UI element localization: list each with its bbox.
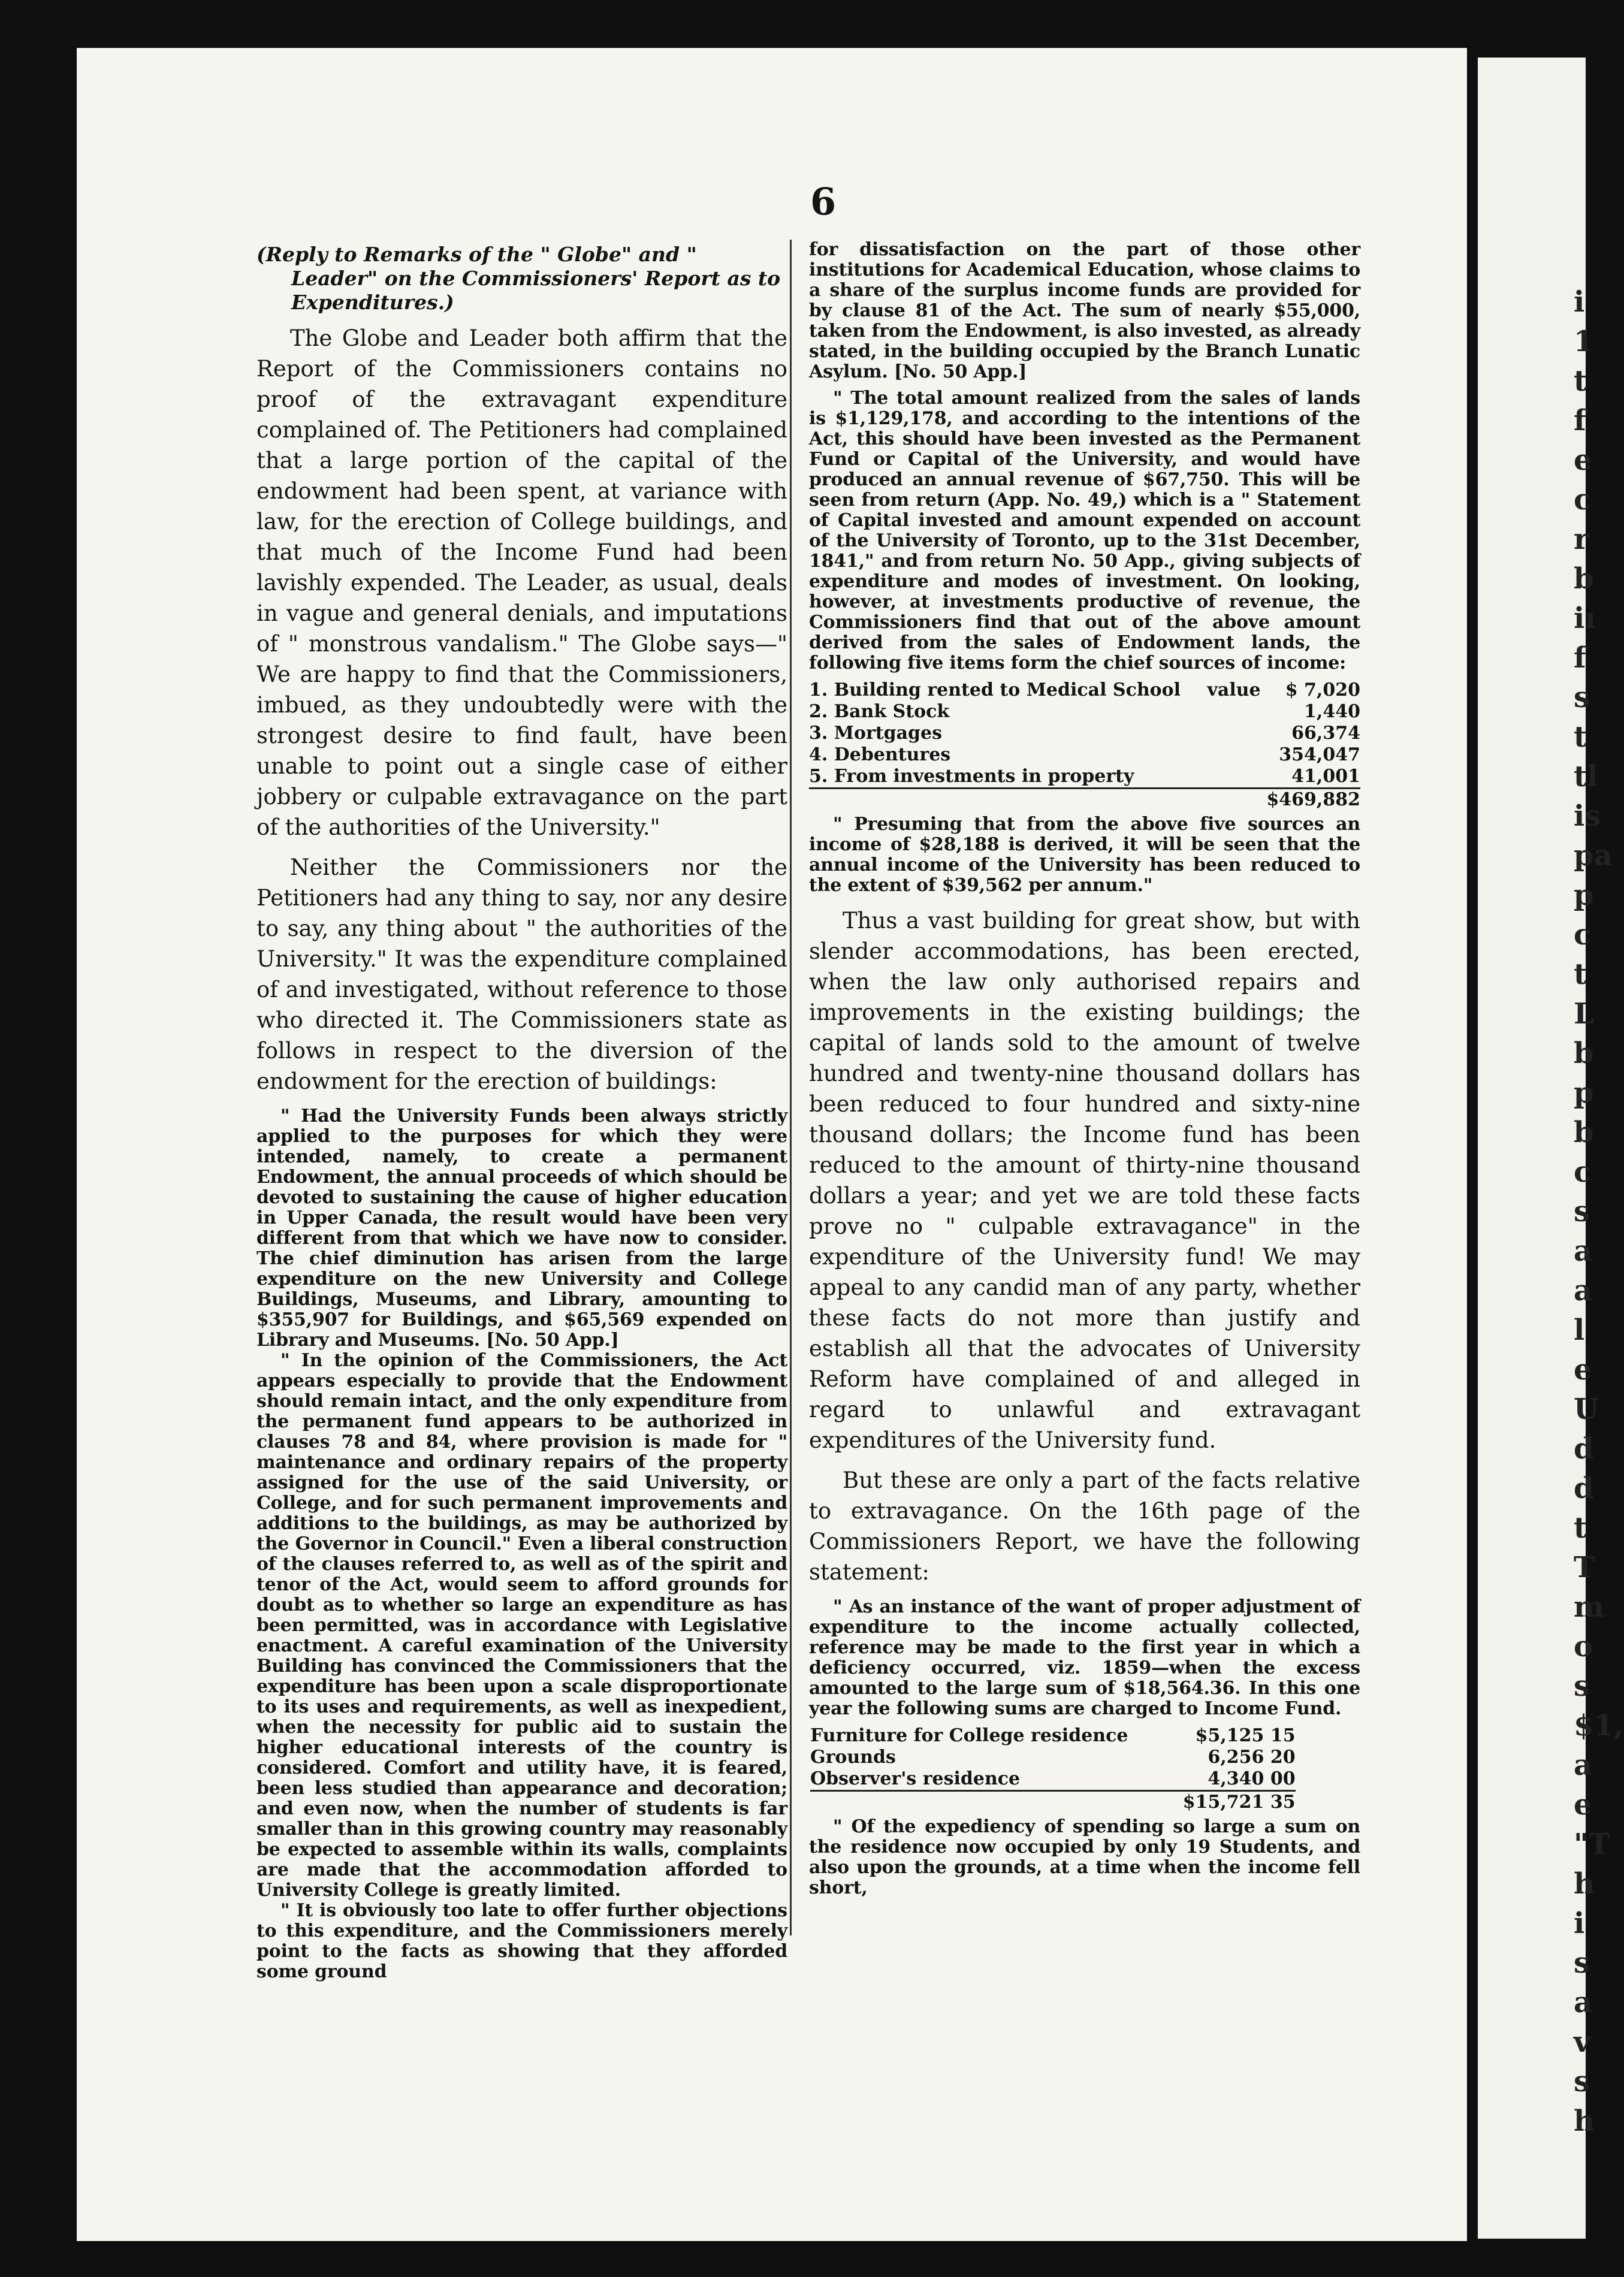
adjacent-page-fragment: s [1574,681,1590,714]
adjacent-page-fragment: a [1574,1986,1593,2019]
adjacent-page-fragment: f [1574,641,1586,675]
paragraph: But these are only a part of the facts relative to extravagance. On the 16th page of the Commissioners Report, we have the following statement: [809,1467,1360,1585]
adjacent-page-fragment: c [1574,483,1592,517]
adjacent-page-fragment: h [1574,2104,1595,2138]
expense-table [810,1725,1296,1813]
quoted-paragraph: " As an instance of the want of proper adjustment of expenditure to the income actually collected, reference may be made to the first year in which a deficiency occurred, viz. 1859—when the excess amounted to the large sum of $18,564.36. In this one year the following sums are charged to Income Fund. [809,1596,1360,1719]
adjacent-page-fragment: t [1574,958,1587,991]
adjacent-page-fragment: t [1574,720,1587,754]
quoted-paragraph: " It is obviously too late to offer further objections to this expenditure, and the Commissioners merely point to the facts as showing that they afforded some ground [256,1900,787,1982]
adjacent-page-fragment: a [1574,1748,1593,1782]
adjacent-page-fragment: i [1574,1907,1585,1940]
quoted-paragraph: " The total amount realized from the sales of lands is $1,129,178, and according to the intentions of the Act, this should have been invested as the Permanent Fund or Capital of the University, and would have produced an annual revenue of $67,750. This will be seen from return (App. No. 49,) which is a " Statement of Capital invested and amount expended on account of the University of Toronto, up to the 31st December, 1841," and from return No. 50 App., giving subjects of expenditure and modes of investment. On looking, however, at investments productive of revenue, the Commissioners find that out of the above amount derived from the sales of Endowment lands, the following five items form the chief sources of income: [809,388,1360,674]
adjacent-page-fragment: m [1574,1590,1604,1624]
table-cell-amount: 1,440 [1304,701,1360,722]
adjacent-page-fragment: a [1574,1274,1593,1307]
adjacent-page-fragment: d [1574,1472,1594,1505]
quoted-paragraph: " Had the University Funds been always strictly applied to the purposes for which they were intended, namely, to create a permanent Endowment, the annual proceeds of which should be devoted to sustaining the cause of higher education in Upper Canada, the result would have been very different from that which we have now to consider. The chief diminution has arisen from the large expenditure on the new University and College Buildings, Museums, and Library, amounting to $355,907 for Buildings, and $65,569 expended on Library and Museums. [No. 50 App.] [256,1106,787,1351]
table-cell-note [1204,701,1261,723]
table-total: $469,882 [1261,789,1360,811]
adjacent-page-fragment: b [1574,562,1594,596]
table-row [810,1747,1296,1768]
adjacent-page-fragment: s [1574,1946,1590,1980]
adjacent-page-fragment: l [1574,1313,1585,1347]
table-row [809,680,1360,701]
column-divider [790,240,792,1935]
table-row [809,723,1360,744]
page-number: 6 [810,180,837,224]
quoted-paragraph: " In the opinion of the Commissioners, the Act appears especially to provide that the Endowment should remain intact, and the only expenditure from the permanent fund appears to be authorized in clauses 78 and 84, where provision is made for " maintenance and ordinary repairs of the property assigned for the use of the said University, or College, and for such permanent improvements and additions to the buildings, as may be authorized by the Governor in Council." Even a liberal construction of the clauses referred to, as well as of the spirit and tenor of the Act, would seem to afford grounds for doubt as to whether so large an expenditure as has been permitted, was in accordance with Legislative enactment. A careful examination of the University Building has convinced the Commissioners that the expenditure has been upon a scale disproportionate to its uses and requirements, as well as inexpedient, when the necessity for public aid to sustain the higher educational interests of the country is considered. Comfort and utility have, it is feared, been less studied than appearance and decoration; and even now, when the number of students is far smaller than in this growing country may reasonably be expected to assemble within its walls, complaints are made that the accommodation afforded to University College is greatly limited. [256,1350,787,1901]
adjacent-page-fragment: c [1574,1155,1592,1189]
adjacent-page-fragment: "T [1574,1828,1610,1861]
adjacent-page-fragment: e [1574,1788,1592,1822]
adjacent-page-fragment: e [1574,1353,1592,1387]
table-cell-label: 2. Bank Stock [809,701,950,722]
table-cell-amount: $ 7,020 [1285,680,1360,700]
table-cell-amount: 6,256 20 [1208,1747,1296,1768]
table-row [810,1725,1296,1747]
adjacent-page-fragment: i [1574,285,1585,319]
table-total: $15,721 35 [1169,1791,1296,1814]
adjacent-page-fragment: t [1574,364,1587,398]
quoted-paragraph: " Of the expediency of spending so large a sum on the residence now occupied by only 19 Students, and also upon the grounds, at a time when the income fell short, [809,1816,1360,1898]
adjacent-page-fragment: b [1574,1116,1594,1149]
table-cell-amount: 4,340 00 [1208,1768,1296,1789]
table-cell-note [1204,723,1261,744]
adjacent-page-fragment: p [1574,878,1594,912]
right-column [809,240,1360,1898]
adjacent-page-fragment: b [1574,1037,1594,1070]
table-cell-note [1204,766,1261,789]
table-cell-label: 3. Mortgages [809,723,943,744]
paragraph: Neither the Commissioners nor the Petitioners had any thing to say, nor any desire to say, any thing about " the authorities of the University." It was the expenditure complained of and investigated, without reference to those who directed it. The Commissioners state as follows in respect to the diversion of the endowment for the erection of buildings: [256,854,787,1094]
adjacent-page-fragment: is [1574,799,1601,833]
table-cell-amount: $5,125 15 [1195,1725,1296,1746]
left-column [256,243,787,1982]
adjacent-page-fragment: e [1574,443,1592,477]
adjacent-page-fragment: s [1574,1195,1590,1228]
table-row [810,1768,1296,1791]
adjacent-page-fragment: f [1574,404,1586,437]
adjacent-page-fragment: v [1574,2025,1590,2059]
adjacent-page-edge [1478,58,1624,2239]
income-sources-table [809,680,1360,811]
paragraph: The Globe and Leader both affirm that the Report of the Commissioners contains no proof of the extravagant expenditure complained of. The Petitioners had complained that a large portion of the capital of the endowment had been spent, at variance with law, for the erection of College buildings, and that much of the Income Fund had been lavishly expended. The Leader, as usual, deals in vague and general denials, and imputations of " monstrous vandalism." The Globe says—" We are happy to find that the Commissioners, imbued, as they undoubtedly were with the strongest desire to find fault, have been unable to point out a single case of either jobbery or culpable extravagance on the part of the authorities of the University." [256,325,787,840]
adjacent-page-fragment: iı [1574,602,1596,635]
paragraph: Thus a vast building for great show, but with slender accommodations, has been erected, when the law only authorised repairs and improvements in the existing buildings; the capital of lands sold to the amount of twelve hundred and twenty-nine thousand dollars has been reduced to four hundred and sixty-nine thousand dollars; the Income fund has been reduced to the amount of thirty-nine thousand dollars a year; and yet we are told these facts prove no " culpable extravagance" in the expenditure of the University fund! We may appeal to any candid man of any party, whether these facts do not more than justify and establish all that the advocates of University Reform have complained of and alleged in regard to unlawful and extravagant expenditures of the University fund. [809,908,1360,1453]
adjacent-page-fragment: tl [1574,760,1598,793]
adjacent-page-fragment: L [1574,997,1594,1031]
table-row [809,766,1360,789]
table-cell-label: Grounds [810,1747,896,1768]
table-row [809,744,1360,766]
section-heading: (Reply to Remarks of the " Globe" and " Leader" on the Commissioners' Report as to Expenditures.) [256,243,781,314]
table-cell-note: value [1207,680,1261,700]
table-cell-label: 1. Building rented to Medical School [809,680,1181,700]
adjacent-page-fragment: T [1574,1551,1595,1584]
adjacent-page-fragment: s [1574,1669,1590,1703]
adjacent-page-fragment: pa [1574,839,1613,872]
table-cell-note [1204,744,1261,766]
table-cell-amount: 41,001 [1291,766,1360,787]
table-cell-amount: 354,047 [1279,744,1360,765]
adjacent-page-fragment: r [1574,523,1589,556]
table-cell-label: Furniture for College residence [810,1725,1128,1746]
adjacent-page-fragment: a [1574,1234,1593,1268]
table-cell-label: Observer's residence [810,1768,1021,1789]
quoted-paragraph: for dissatisfaction on the part of those other institutions for Academical Education, whose claims to a share of the surplus income funds are provided for by clause 81 of the Act. The sum of nearly $55,000, taken from the Endowment, is also invested, as already stated, in the building occupied by the Branch Lunatic Asylum. [No. 50 App.] [809,239,1360,382]
adjacent-page-fragment: c [1574,918,1592,952]
adjacent-page-fragment: d [1574,1432,1594,1466]
table-row [809,701,1360,723]
table-cell-label: 4. Debentures [809,744,951,765]
adjacent-page-fragment: p [1574,1076,1594,1110]
quoted-paragraph: " Presuming that from the above five sources an income of $28,188 is derived, it will be seen that the annual income of the University has been reduced to the extent of $39,562 per annum." [809,814,1360,896]
table-total-row [810,1791,1296,1814]
adjacent-page-fragment: s [1574,2065,1590,2098]
table-cell-label: 5. From investments in property [809,766,1134,787]
table-total-row [809,789,1360,811]
table-cell-amount: 66,374 [1291,723,1360,744]
adjacent-page-fragment: h [1574,1867,1595,1901]
adjacent-page-fragment: U [1574,1393,1599,1426]
adjacent-page-fragment: 1 [1574,325,1594,358]
adjacent-page-fragment: t [1574,1511,1587,1545]
adjacent-page-fragment: o [1574,1630,1593,1663]
adjacent-page-fragment: $1, [1574,1709,1624,1743]
